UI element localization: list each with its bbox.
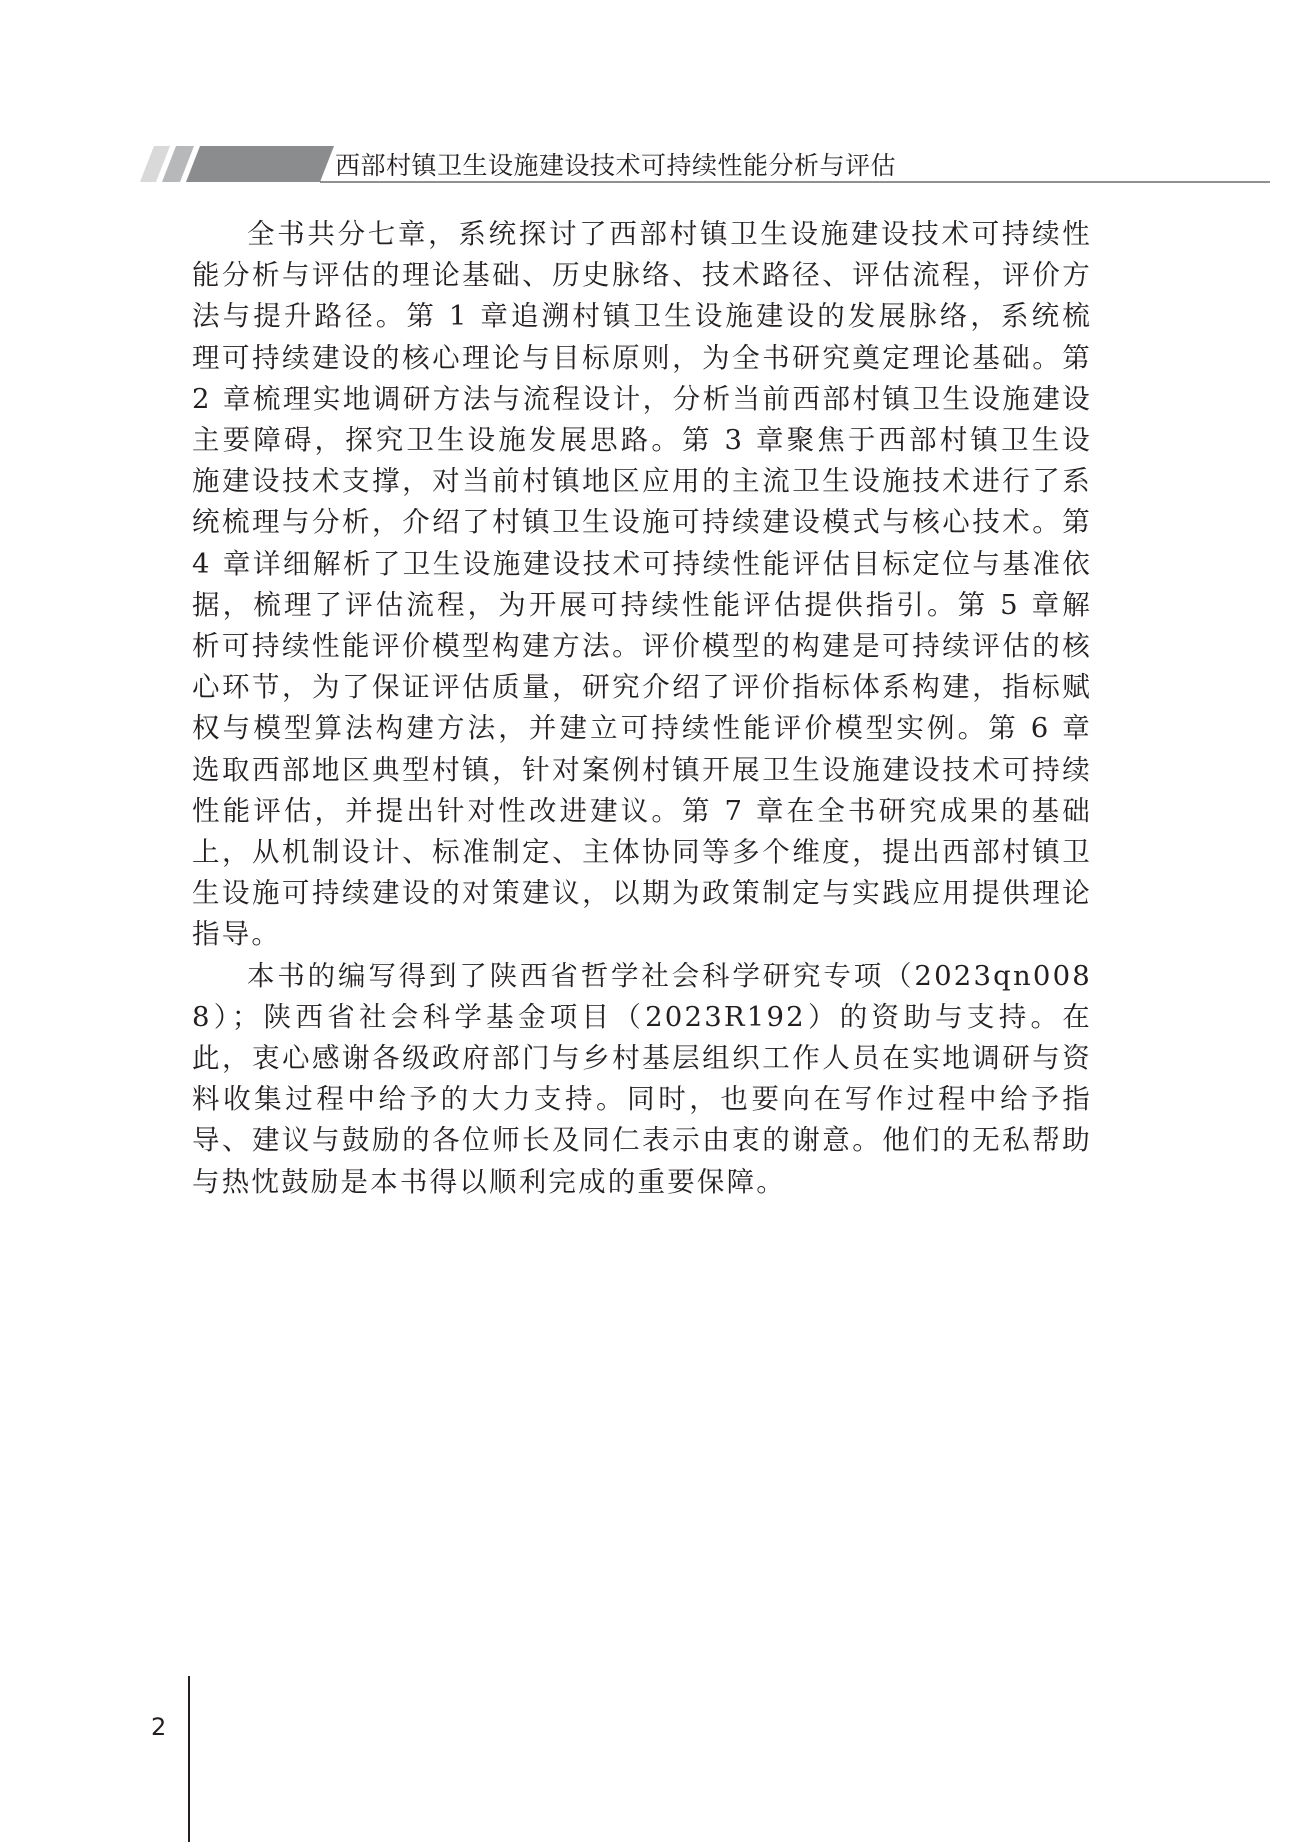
running-head-title: 西部村镇卫生设施建设技术可持续性能分析与评估 xyxy=(335,151,897,180)
paragraph-acknowledgements: 本书的编写得到了陕西省哲学社会科学研究专项（2023qn0088）；陕西省社会科学基金项目（2023R192）的资助与支持。在此，衷心感谢各级政府部门与乡村基层组织工作人员在实地调研与资料收集过程中给予的大力支持。同时，也要向在写作过程中给予指导、建议与鼓励的各位师长及同仁表示由衷的谢意。他们的无私帮助与热忱鼓励是本书得以顺利完成的重要保障。 xyxy=(192,959,1092,1198)
page-number: 2 xyxy=(151,1713,167,1741)
body-text xyxy=(192,214,1092,1203)
header-bar xyxy=(186,146,334,182)
folio-rule xyxy=(188,1676,190,1842)
paragraph-chapter-overview: 全书共分七章，系统探讨了西部村镇卫生设施建设技术可持续性能分析与评估的理论基础、历史脉络、技术路径、评估流程，评价方法与提升路径。第 1 章追溯村镇卫生设施建设的发展脉络，系统梳理可持续建设的核心理论与目标原则，为全书研究奠定理论基础。第 2 章梳理实地调研方法与流程设计，分析当前西部村镇卫生设施建设主要障碍，探究卫生设施发展思路。第 3 章聚焦于西部村镇卫生设施建设技术支撑，对当前村镇地区应用的主流卫生设施技术进行了系统梳理与分析，介绍了村镇卫生设施可持续建设模式与核心技术。第 4 章详细解析了卫生设施建设技术可持续性能评估目标定位与基准依据，梳理了评估流程，为开展可持续性能评估提供指引。第 5 章解析可持续性能评价模型构建方法。评价模型的构建是可持续评估的核心环节，为了保证评估质量，研究介绍了评价指标体系构建，指标赋权与模型算法构建方法，并建立可持续性能评价模型实例。第 6 章选取西部地区典型村镇，针对案例村镇开展卫生设施建设技术可持续性能评估，并提出针对性改进建议。第 7 章在全书研究成果的基础上，从机制设计、标准制定、主体协同等多个维度，提出西部村镇卫生设施可持续建设的对策建议，以期为政策制定与实践应用提供理论指导。 xyxy=(192,218,1092,951)
